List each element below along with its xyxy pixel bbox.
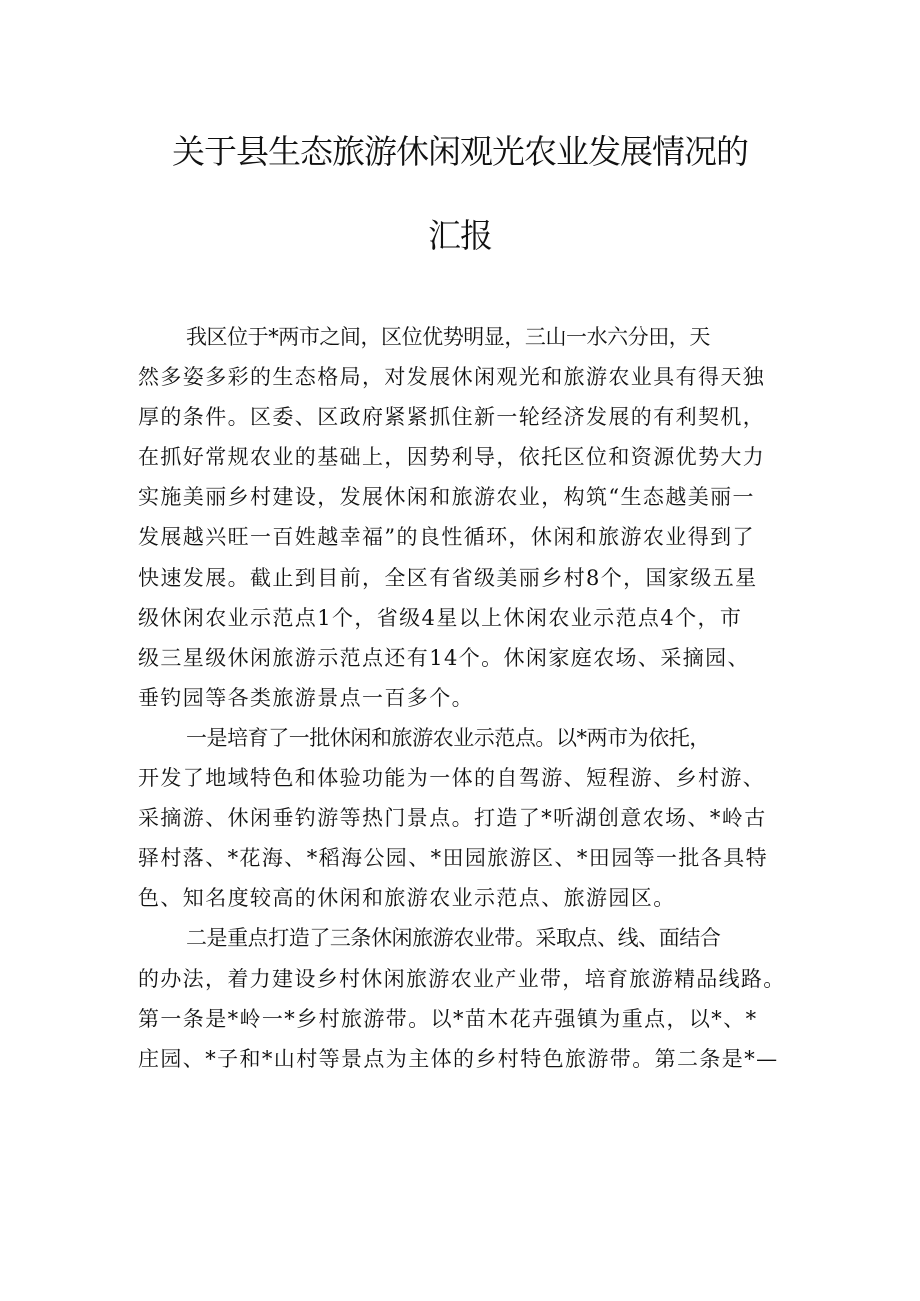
paragraph-1	[138, 317, 786, 718]
paragraph-line: 实施美丽乡村建设，发展休闲和旅游农业，构筑“生态越美丽一	[138, 485, 755, 510]
paragraph-line: 二是重点打造了三条休闲旅游农业带。采取点、线、面结合	[186, 926, 721, 951]
paragraph-line: 然多姿多彩的生态格局，对发展休闲观光和旅游农业具有得天独	[138, 365, 766, 390]
paragraph-line: 的办法，着力建设乡村休闲旅游农业产业带，培育旅游精品线路。	[138, 966, 786, 991]
paragraph-line: 一是培育了一批休闲和旅游农业示范点。以*两市为依托，	[186, 725, 710, 750]
paragraph-line: 发展越兴旺一百姓越幸福”的良性循环，休闲和旅游农业得到了	[138, 525, 755, 550]
paragraph-line: 驿村落、*花海、*稻海公园、*田园旅游区、*田园等一批各具特	[138, 846, 768, 871]
paragraph-line: 庄园、*子和*山村等景点为主体的乡村特色旅游带。第二条是*—	[138, 1046, 779, 1071]
paragraph-line: 级三星级休闲旅游示范点还有14个。休闲家庭农场、采摘园、	[138, 645, 750, 670]
paragraph-line: 我区位于*两市之间，区位优势明显，三山一水六分田，天	[186, 325, 710, 349]
paragraph-line: 厚的条件。区委、区政府紧紧抓住新一轮经济发展的有利契机，	[138, 405, 766, 430]
paragraph-line: 开发了地域特色和体验功能为一体的自驾游、短程游、乡村游、	[138, 766, 766, 791]
paragraph-3	[138, 918, 786, 1078]
paragraph-line: 级休闲农业示范点1个，省级4星以上休闲农业示范点4个，市	[138, 605, 743, 630]
paragraph-line: 在抓好常规农业的基础上，因势利导，依托区位和资源优势大力	[138, 445, 766, 470]
paragraph-line: 垂钓园等各类旅游景点一百多个。	[138, 685, 474, 710]
paragraph-line: 第一条是*岭一*乡村旅游带。以*苗木花卉强镇为重点，以*、*	[138, 1006, 758, 1031]
paragraph-line: 色、知名度较高的休闲和旅游农业示范点、旅游园区。	[138, 886, 676, 911]
paragraph-2	[138, 718, 786, 918]
document-title-line-2: 汇报	[428, 216, 492, 255]
paragraph-line: 快速发展。截止到目前，全区有省级美丽乡村8个，国家级五星	[138, 565, 758, 590]
document-body	[138, 317, 786, 1079]
paragraph-line: 采摘游、休闲垂钓游等热门景点。打造了*听湖创意农场、*岭古	[138, 806, 767, 831]
document-title-line-1: 关于县生态旅游休闲观光农业发展情况的	[172, 132, 748, 171]
